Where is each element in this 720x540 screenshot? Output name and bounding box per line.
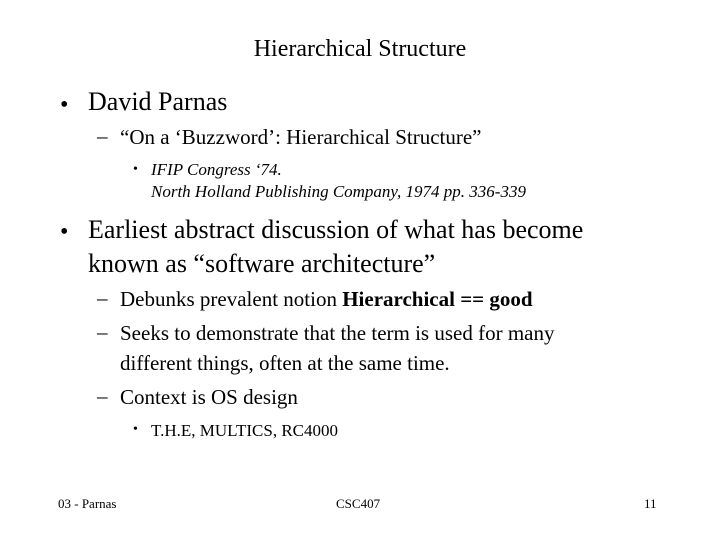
footer-left: 03 - Parnas (58, 496, 117, 511)
bullet-marker: • (60, 219, 69, 245)
bullet-earliest-line-1: Earliest abstract discussion of what has become (88, 215, 584, 244)
bullet-earliest-line-2: known as “software architecture” (88, 249, 436, 278)
debunks-text: Debunks prevalent notion (120, 287, 343, 311)
citation-line-2: North Holland Publishing Company, 1974 pp. 336-339 (151, 182, 526, 201)
footer-center: CSC407 (336, 496, 381, 511)
bullet-marker: • (60, 92, 69, 118)
footer-page-number: 11 (644, 496, 657, 511)
dash-marker: – (97, 320, 108, 344)
debunks-bold-text: Hierarchical == good (342, 287, 533, 311)
seeks-line-2: different things, often at the same time. (120, 351, 450, 375)
context-line: Context is OS design (120, 385, 298, 409)
dash-marker: – (97, 286, 108, 310)
dash-marker: – (97, 384, 108, 408)
os-examples: T.H.E, MULTICS, RC4000 (151, 421, 339, 440)
sub-bullet-marker: • (133, 162, 138, 177)
sub-bullet-marker: • (133, 422, 138, 437)
dash-marker: – (97, 124, 108, 148)
citation-line-1: IFIP Congress ‘74. (151, 160, 282, 179)
seeks-line-1: Seeks to demonstrate that the term is used for many (120, 321, 555, 345)
slide-title: Hierarchical Structure (253, 36, 467, 62)
paper-title: “On a ‘Buzzword’: Hierarchical Structure” (120, 125, 482, 149)
debunks-line (120, 286, 533, 312)
bullet-david-parnas: David Parnas (88, 87, 228, 116)
